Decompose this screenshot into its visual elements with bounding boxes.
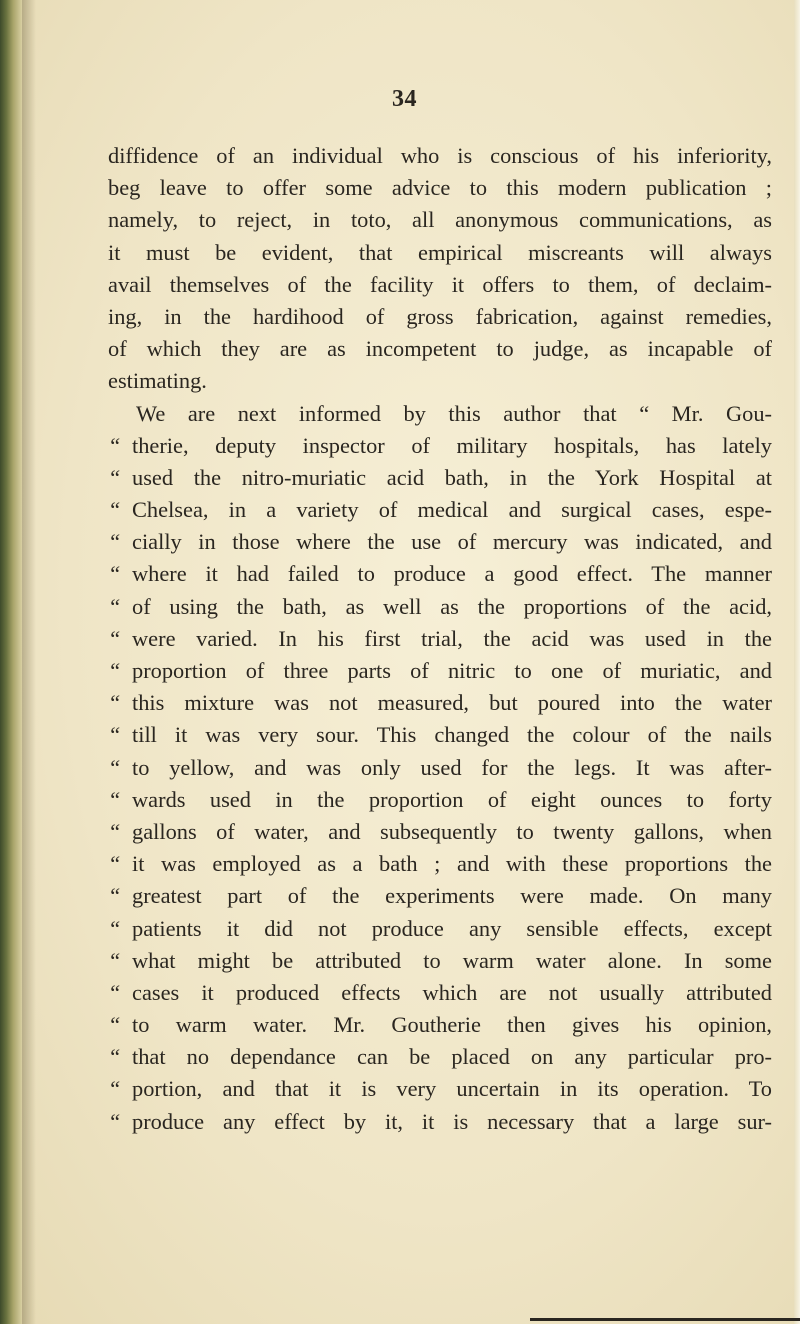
quote-mark: “ <box>108 690 121 716</box>
line-text: cases it produced effects which are not usually attributed <box>132 979 772 1005</box>
quote-mark: “ <box>108 1012 121 1038</box>
text-line: namely, to reject, in toto, all anonymous communications, as <box>108 207 772 233</box>
page-edge <box>794 0 800 1324</box>
quote-mark: “ <box>108 722 121 748</box>
quote-mark: “ <box>108 593 121 619</box>
line-text: that no dependance can be placed on any particular pro- <box>132 1044 772 1070</box>
text-line <box>108 880 772 912</box>
line-text: therie, deputy inspector of military hospitals, has lately <box>132 432 772 458</box>
line-text: gallons of water, and subsequently to twenty gallons, when <box>132 818 772 844</box>
body-text <box>108 140 772 1138</box>
line-text: to warm water. Mr. Goutherie then gives his opinion, <box>132 1012 772 1038</box>
quote-mark: “ <box>108 658 121 683</box>
bottom-edge-rule <box>530 1318 800 1321</box>
text-line: estimating. <box>108 368 207 394</box>
quote-mark: “ <box>108 979 121 1005</box>
text-line <box>108 623 772 655</box>
text-line: ing, in the hardihood of gross fabrication, against remedies, <box>108 303 772 329</box>
line-text: where it had failed to produce a good effect. The manner <box>132 561 772 587</box>
text-line <box>108 719 772 751</box>
page-number: 34 <box>392 86 417 112</box>
line-text: it was employed as a bath ; and with these proportions the <box>132 851 772 877</box>
text-line <box>108 977 772 1009</box>
line-text: proportion of three parts of nitric to one of muriatic, and <box>132 658 772 683</box>
line-text: this mixture was not measured, but poured into the water <box>132 690 772 716</box>
quote-mark: “ <box>108 851 121 877</box>
line-text: produce any effect by it, it is necessary that a large sur- <box>132 1108 772 1134</box>
quote-mark: “ <box>108 786 121 812</box>
text-line <box>108 526 772 558</box>
line-text: of using the bath, as well as the proportions of the acid, <box>132 593 772 619</box>
text-line <box>108 848 772 880</box>
quote-mark: “ <box>108 1076 121 1102</box>
text-line <box>108 462 772 494</box>
line-text: were varied. In his first trial, the acid was used in the <box>132 625 772 651</box>
text-line: beg leave to offer some advice to this modern publication ; <box>108 175 772 201</box>
line-text: cially in those where the use of mercury was indicated, and <box>132 529 772 555</box>
line-text: wards used in the proportion of eight ounces to forty <box>132 786 772 812</box>
text-line: of which they are as incompetent to judge, as incapable of <box>108 336 772 362</box>
text-line <box>108 913 772 945</box>
line-text: portion, and that it is very uncertain in its operation. To <box>132 1076 772 1102</box>
quote-mark: “ <box>108 1108 121 1134</box>
line-text: patients it did not produce any sensible effects, except <box>132 915 772 941</box>
quote-mark: “ <box>108 529 121 555</box>
text-line <box>108 945 772 977</box>
quote-mark: “ <box>108 464 121 490</box>
text-line: diffidence of an individual who is conscious of his inferiority, <box>108 143 772 168</box>
quote-mark: “ <box>108 883 121 909</box>
line-text: what might be attributed to warm water alone. In some <box>132 947 772 973</box>
text-line: avail themselves of the facility it offers to them, of declaim- <box>108 271 772 297</box>
quote-mark: “ <box>108 947 121 973</box>
line-text: used the nitro-muriatic acid bath, in the York Hospital at <box>132 464 772 490</box>
line-text: greatest part of the experiments were made. On many <box>132 883 772 909</box>
text-line <box>108 816 772 848</box>
gutter-shadow <box>22 0 36 1324</box>
quote-mark: “ <box>108 497 121 523</box>
quote-mark: “ <box>108 432 121 458</box>
text-line <box>108 687 772 719</box>
text-line <box>108 591 772 623</box>
quote-mark: “ <box>108 754 121 780</box>
quote-mark: “ <box>108 561 121 587</box>
quote-mark: “ <box>108 818 121 844</box>
quote-mark: “ <box>108 915 121 941</box>
text-line: it must be evident, that empirical miscreants will always <box>108 239 772 265</box>
quote-mark: “ <box>108 1044 121 1070</box>
text-line <box>108 1009 772 1041</box>
text-line <box>108 1106 772 1138</box>
text-line <box>108 1073 772 1105</box>
text-line <box>108 655 772 687</box>
line-text: Chelsea, in a variety of medical and surgical cases, espe- <box>132 497 772 523</box>
quote-mark: “ <box>108 625 121 651</box>
text-line: We are next informed by this author that “ Mr. Gou- <box>136 400 772 426</box>
text-line <box>108 430 772 462</box>
text-line <box>108 558 772 590</box>
text-line <box>108 784 772 816</box>
book-binding <box>0 0 22 1324</box>
text-line <box>108 494 772 526</box>
text-line <box>108 1041 772 1073</box>
text-line <box>108 752 772 784</box>
line-text: till it was very sour. This changed the colour of the nails <box>132 722 772 748</box>
line-text: to yellow, and was only used for the legs. It was after- <box>132 754 772 780</box>
